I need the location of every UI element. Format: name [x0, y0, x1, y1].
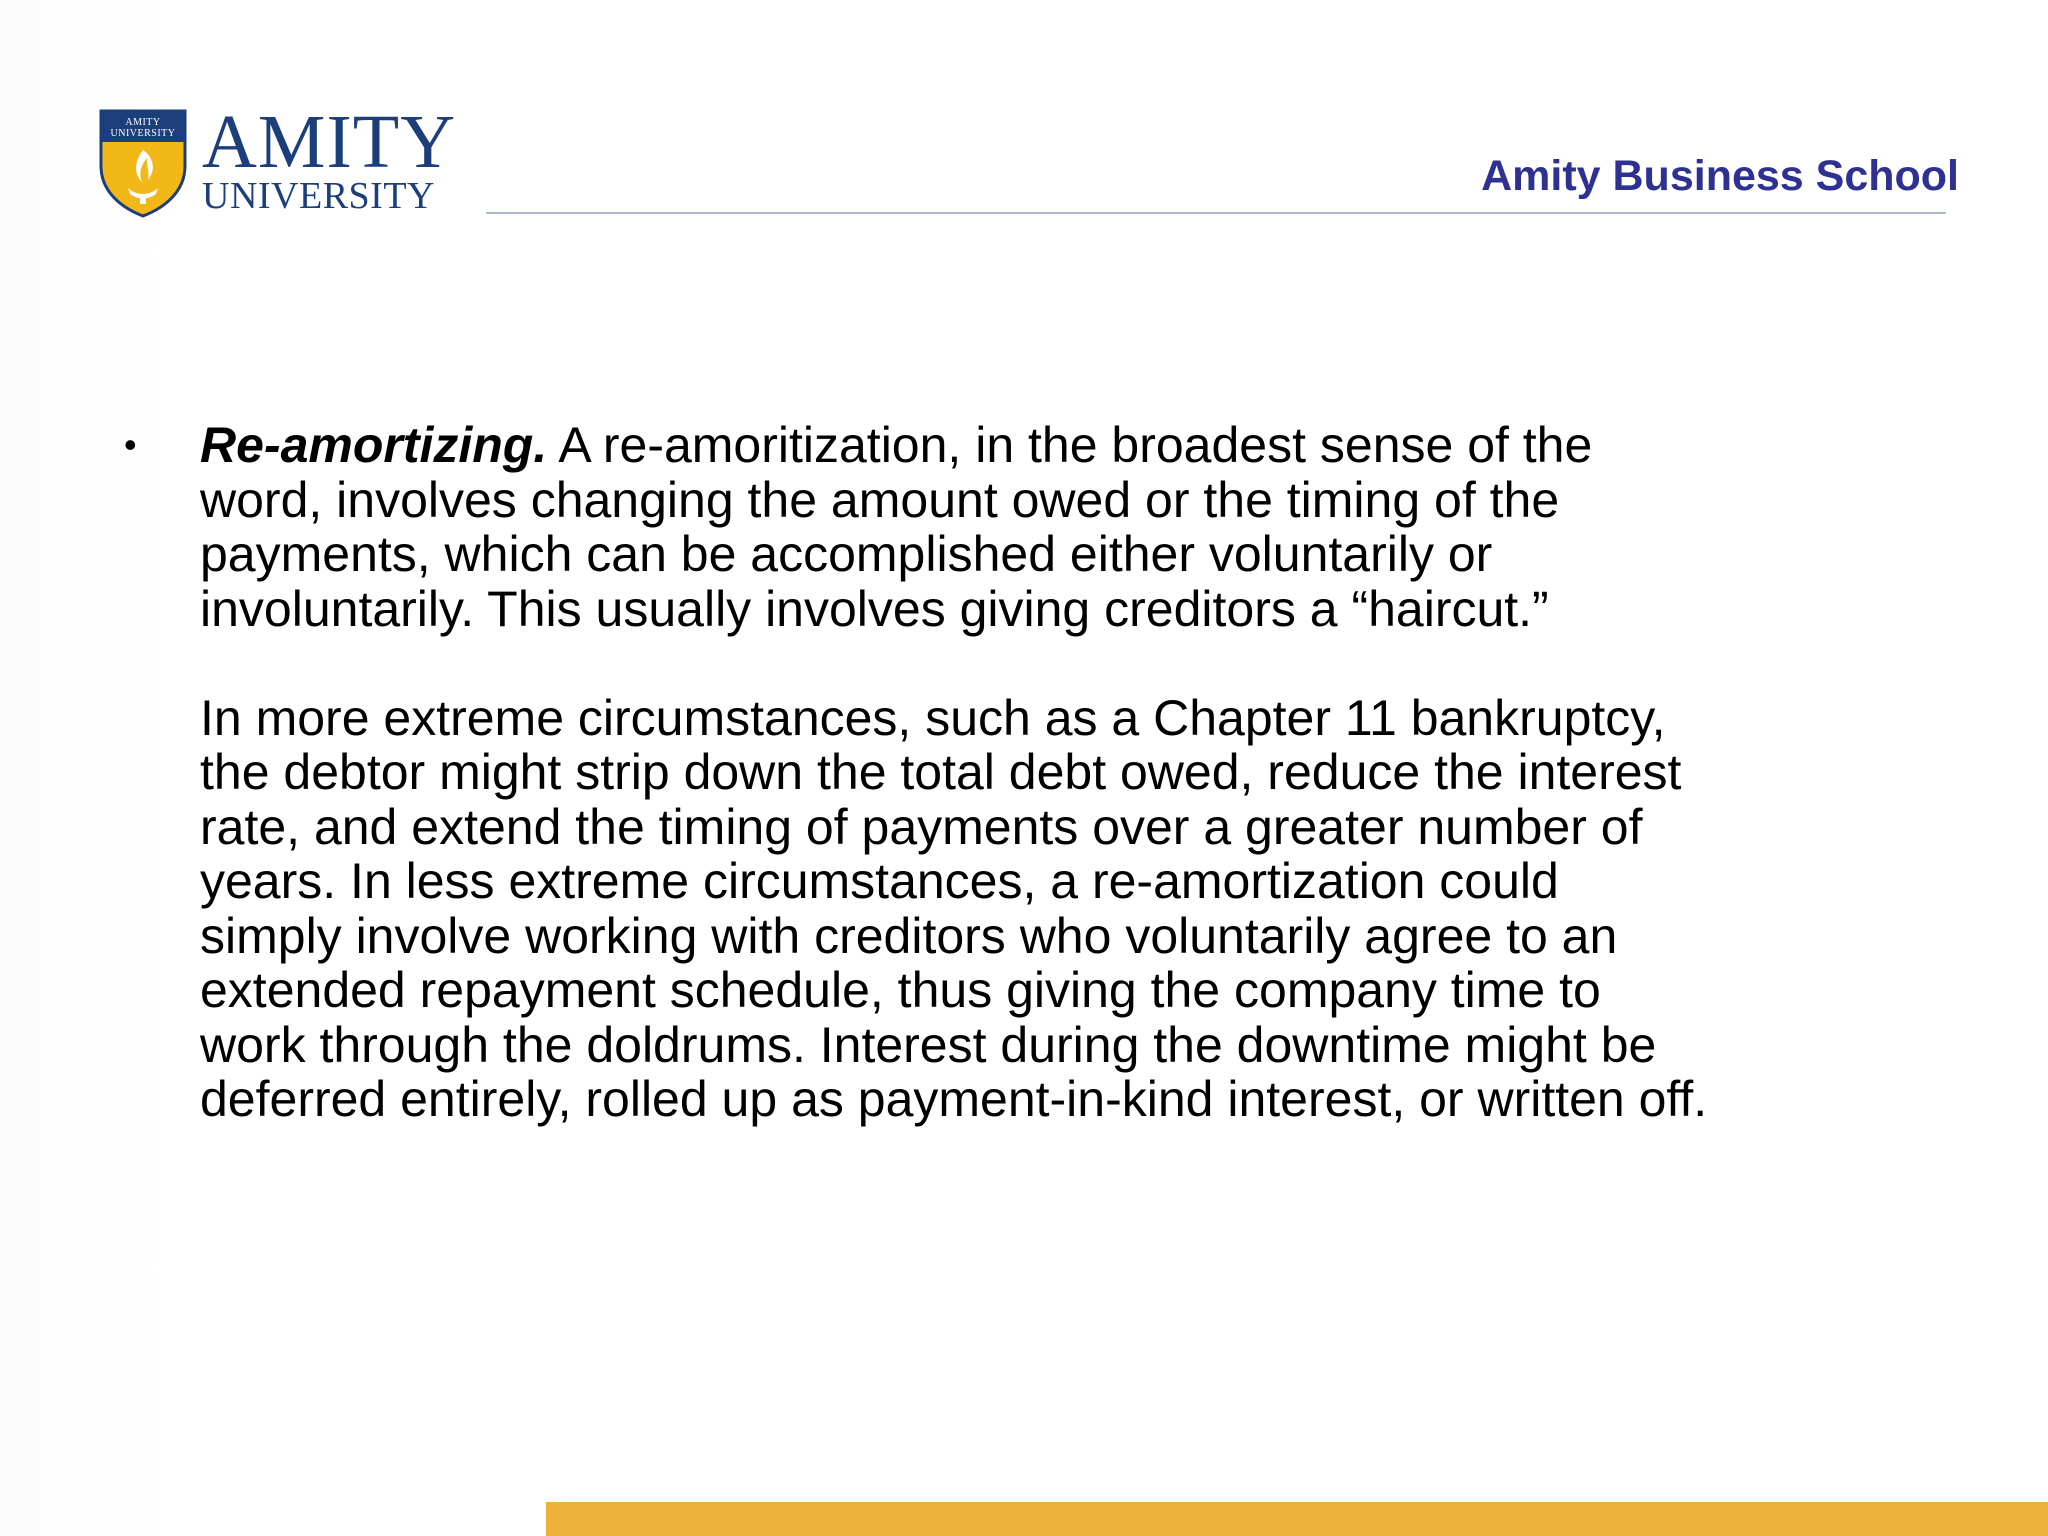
paragraph-1-line-2: word, involves changing the amount owed or the timing of the — [200, 471, 1560, 528]
paragraph-1-line-1 — [200, 418, 1980, 473]
footer-accent-bar — [546, 1502, 2048, 1536]
paragraph-2-line-7: work through the doldrums. Interest during the downtime might be — [200, 1016, 1657, 1073]
paragraph-2-line-5: simply involve working with creditors who voluntarily agree to an — [200, 907, 1618, 964]
header-divider — [486, 212, 1946, 214]
paragraph-1-line-3: payments, which can be accomplished either voluntarily or — [200, 526, 1493, 582]
paragraph-2-line-4: years. In less extreme circumstances, a re-amortization could — [200, 853, 1559, 909]
paragraph-2 — [200, 691, 1980, 1127]
paragraph-2-line-8: deferred entirely, rolled up as payment-in-kind interest, or written off. — [200, 1071, 1708, 1127]
paragraph-2-line-3: rate, and extend the timing of payments over a greater number of — [200, 798, 1643, 855]
paragraph-1-line-1-text: A re-amoritization, in the broadest sense of the — [547, 417, 1593, 473]
shield-text: AMITY UNIVERSITY — [110, 117, 176, 139]
logo-subtitle: UNIVERSITY — [202, 175, 435, 217]
bullet-item — [120, 418, 1980, 1127]
amity-university-logo — [98, 100, 457, 220]
paragraph-2-line-1: In more extreme circumstances, such as a Chapter 11 bankruptcy, — [200, 689, 1666, 746]
paragraph-2-line-2: the debtor might strip down the total debt owed, reduce the interest — [200, 744, 1682, 800]
paragraph-1 — [200, 418, 1980, 636]
term-heading: Re-amortizing. — [200, 417, 548, 473]
logo-wordmark: AMITY — [202, 100, 457, 184]
school-name: Amity Business School — [1481, 152, 1959, 200]
slide-content — [120, 418, 1980, 1127]
bullet-marker: • — [124, 424, 137, 465]
paragraph-2-line-6: extended repayment schedule, thus giving the company time to — [200, 962, 1601, 1018]
paragraph-gap — [200, 636, 1980, 691]
paragraph-1-line-4: involuntarily. This usually involves giving creditors a “haircut.” — [200, 580, 1549, 637]
